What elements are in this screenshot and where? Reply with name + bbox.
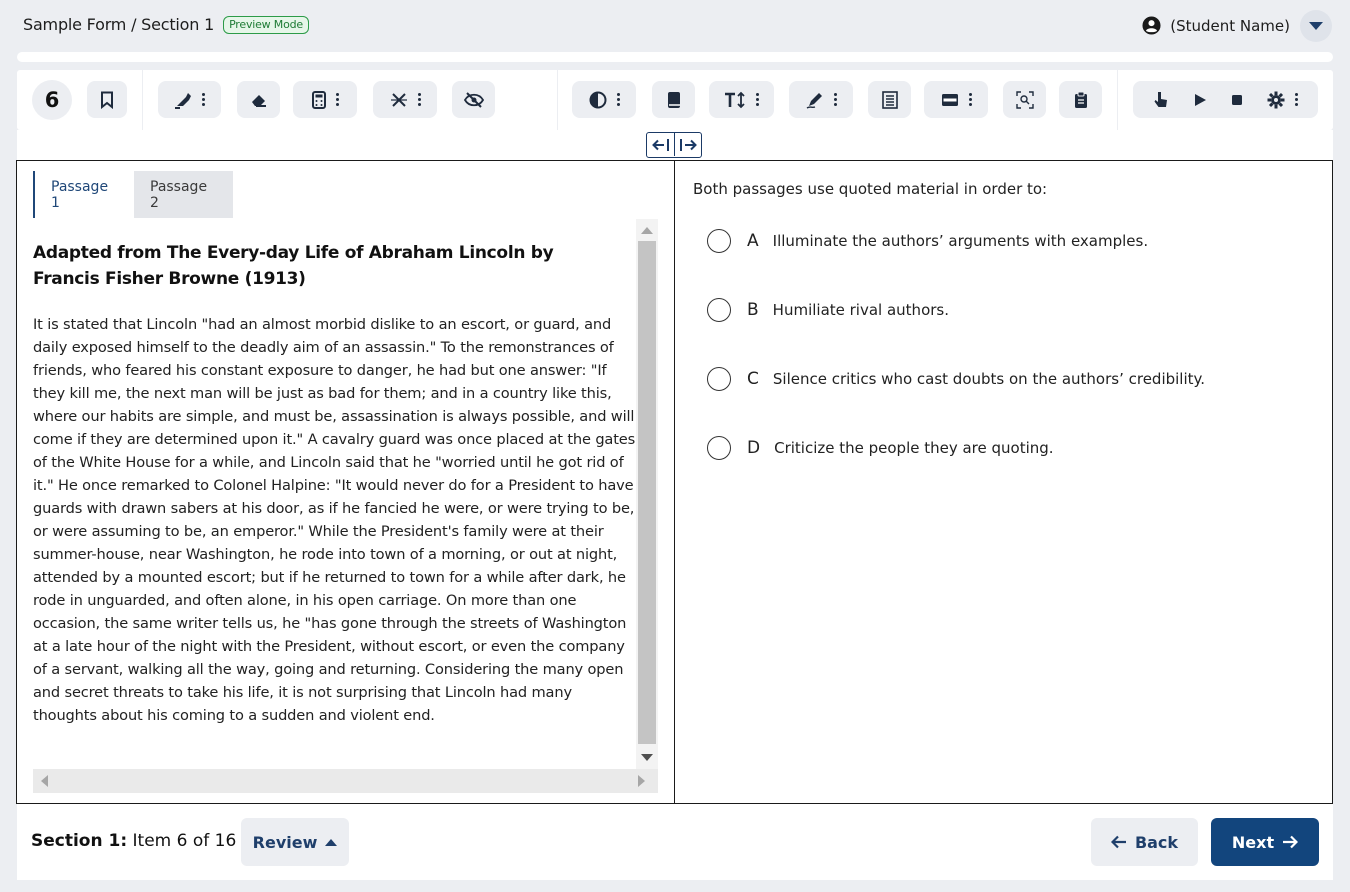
tab-passage-2[interactable]: Passage 2: [134, 171, 233, 218]
item-number: 6: [32, 80, 72, 120]
calculator-tool[interactable]: [293, 81, 357, 118]
text-size-tool[interactable]: [709, 81, 774, 118]
section-progress: [31, 831, 236, 851]
user-menu-toggle[interactable]: [1300, 10, 1332, 42]
next-button[interactable]: [1211, 818, 1319, 866]
passage-title: Adapted from The Every-day Life of Abraham Lincoln by Francis Fisher Browne (1913): [33, 243, 554, 289]
option-text: Humiliate rival authors.: [772, 301, 949, 319]
arrow-right-icon: [1282, 835, 1298, 849]
hide-icon: [464, 92, 484, 108]
back-button[interactable]: [1091, 818, 1198, 866]
user-name: (Student Name): [1170, 16, 1290, 35]
pointer-icon: [1153, 91, 1169, 109]
pen-icon: [806, 91, 824, 109]
contrast-tool[interactable]: [572, 81, 636, 118]
breadcrumb-text: Sample Form / Section 1: [23, 15, 215, 34]
kebab-icon[interactable]: [202, 93, 205, 106]
footer: [0, 804, 1350, 892]
eraser-icon: [250, 91, 268, 109]
back-label: Back: [1134, 832, 1179, 852]
glossary-tool[interactable]: [652, 81, 695, 118]
notepad-icon: [1074, 91, 1088, 109]
question-prompt: Both passages use quoted material in order to:: [693, 180, 1048, 198]
scroll-down-arrow-icon[interactable]: [641, 754, 653, 761]
kebab-icon[interactable]: [756, 93, 759, 106]
section-label: Section 1:: [31, 831, 128, 851]
radio-button[interactable]: [707, 229, 731, 253]
play-button[interactable]: [1193, 93, 1207, 107]
vertical-scrollbar[interactable]: [636, 219, 658, 769]
highlighter-icon: [174, 91, 192, 109]
kebab-icon[interactable]: [418, 93, 421, 106]
hide-tool[interactable]: [452, 81, 495, 118]
passage-content: [33, 229, 639, 769]
stop-button[interactable]: [1231, 94, 1243, 106]
cross-out-tool[interactable]: [373, 81, 437, 118]
kebab-icon[interactable]: [1295, 93, 1298, 106]
question-panel: [674, 160, 1333, 804]
kebab-icon[interactable]: [336, 93, 339, 106]
line-reader-icon: [882, 91, 898, 109]
bookmark-button[interactable]: [87, 81, 127, 118]
scroll-left-arrow-icon[interactable]: [41, 775, 48, 787]
toolbar-divider: [142, 70, 143, 130]
radio-button[interactable]: [707, 367, 731, 391]
expand-right-button[interactable]: [674, 133, 701, 156]
arrow-left-bar-icon: [652, 138, 670, 152]
contrast-icon: [589, 91, 607, 109]
option-letter: D: [747, 438, 761, 458]
option-letter: B: [747, 300, 759, 320]
tab-passage-1[interactable]: Passage 1: [33, 171, 134, 218]
arrow-right-bar-icon: [679, 138, 697, 152]
passage-panel: [16, 160, 675, 804]
cross-out-icon: [390, 91, 408, 109]
progress-strip: [17, 52, 1333, 62]
notepad-tool[interactable]: [1059, 81, 1102, 118]
preview-mode-badge: Preview Mode: [223, 16, 309, 34]
horizontal-scrollbar[interactable]: [33, 769, 658, 793]
radio-button[interactable]: [707, 436, 731, 460]
highlighter-tool[interactable]: [158, 81, 221, 118]
masking-tool[interactable]: [924, 81, 988, 118]
toolbar: [17, 70, 1333, 130]
text-size-icon: [724, 91, 746, 109]
breadcrumb: [23, 15, 309, 34]
settings-button[interactable]: [1267, 91, 1298, 109]
option-letter: C: [747, 369, 759, 389]
caret-down-icon: [1309, 22, 1323, 31]
option-a[interactable]: [707, 226, 1148, 256]
eraser-tool[interactable]: [237, 81, 280, 118]
play-icon: [1193, 93, 1207, 107]
passage-body: It is stated that Lincoln "had an almost morbid dislike to an escort, or guard, and daily exposed himself to the deadly aim of an assassin." To the remonstrances of friends, who feared his constant exposure to danger, he had but one answer: "If they kill me, the next man will be just as bad for them; and in a country like this, where our habits are simple, and must be, assassination is always possible, and will come if they are determined upon it." A cavalry guard was once placed at the gates of the White House for a while, and Lincoln said that he "worried until he got rid of it." He once remarked to Colonel Halpine: "It would never do for a President to have guards with drawn sabers at his door, as if he fancied he were, or were trying to be, or were assuming to be, an emperor." While the President's family were at their summer-house, near Washington, he rode into town of a morning, or out at night, attended by a mounted escort; but if he returned to town for a while after dark, he rode in unguarded, and often alone, in his open carriage. On more than one occasion, the same writer tells us, he "has gone through the streets of Washington at a late hour of the night with the President, without escort, or even the company of a servant, walking all the way, going and returning. Considering the many open and secret threats to take his life, it is not surprising that Lincoln had many thoughts about his coming to a sudden and violent end.: [33, 316, 636, 724]
toolbar-divider: [557, 70, 558, 130]
kebab-icon[interactable]: [834, 93, 837, 106]
book-icon: [667, 91, 681, 109]
expand-left-button[interactable]: [647, 133, 674, 156]
option-b[interactable]: [707, 295, 949, 325]
review-button[interactable]: [241, 818, 349, 866]
passage-tabs: [33, 171, 233, 218]
pointer-button[interactable]: [1153, 91, 1169, 109]
kebab-icon[interactable]: [969, 93, 972, 106]
panel-resize-controls: [646, 132, 702, 158]
zoom-tool[interactable]: [1003, 81, 1046, 118]
option-text: Silence critics who cast doubts on the authors’ credibility.: [772, 370, 1206, 388]
option-d[interactable]: [707, 433, 1054, 463]
zoom-icon: [1016, 91, 1034, 109]
pen-tool[interactable]: [789, 81, 853, 118]
option-letter: A: [747, 231, 759, 251]
scroll-up-arrow-icon[interactable]: [641, 227, 653, 234]
calculator-icon: [312, 91, 326, 109]
option-text: Illuminate the authors’ arguments with examples.: [772, 232, 1149, 250]
top-bar: [0, 0, 1350, 52]
text-to-speech-group: [1133, 81, 1318, 118]
line-reader-tool[interactable]: [868, 81, 911, 118]
settings-icon: [1267, 91, 1285, 109]
footer-bar: [17, 804, 1333, 880]
user-menu[interactable]: [1142, 16, 1290, 35]
kebab-icon[interactable]: [617, 93, 620, 106]
user-avatar-icon: [1142, 16, 1161, 35]
caret-up-icon: [325, 838, 337, 846]
stop-icon: [1231, 94, 1243, 106]
masking-icon: [941, 93, 959, 107]
option-text: Criticize the people they are quoting.: [774, 439, 1054, 457]
arrow-left-icon: [1111, 835, 1127, 849]
bookmark-icon: [100, 91, 114, 109]
item-progress: Item 6 of 16: [132, 831, 237, 851]
toolbar-divider: [1117, 70, 1118, 130]
next-label: Next: [1231, 832, 1275, 852]
scroll-right-arrow-icon[interactable]: [638, 775, 645, 787]
scroll-thumb[interactable]: [638, 241, 656, 744]
option-c[interactable]: [707, 364, 1205, 394]
radio-button[interactable]: [707, 298, 731, 322]
review-label: Review: [252, 832, 318, 852]
